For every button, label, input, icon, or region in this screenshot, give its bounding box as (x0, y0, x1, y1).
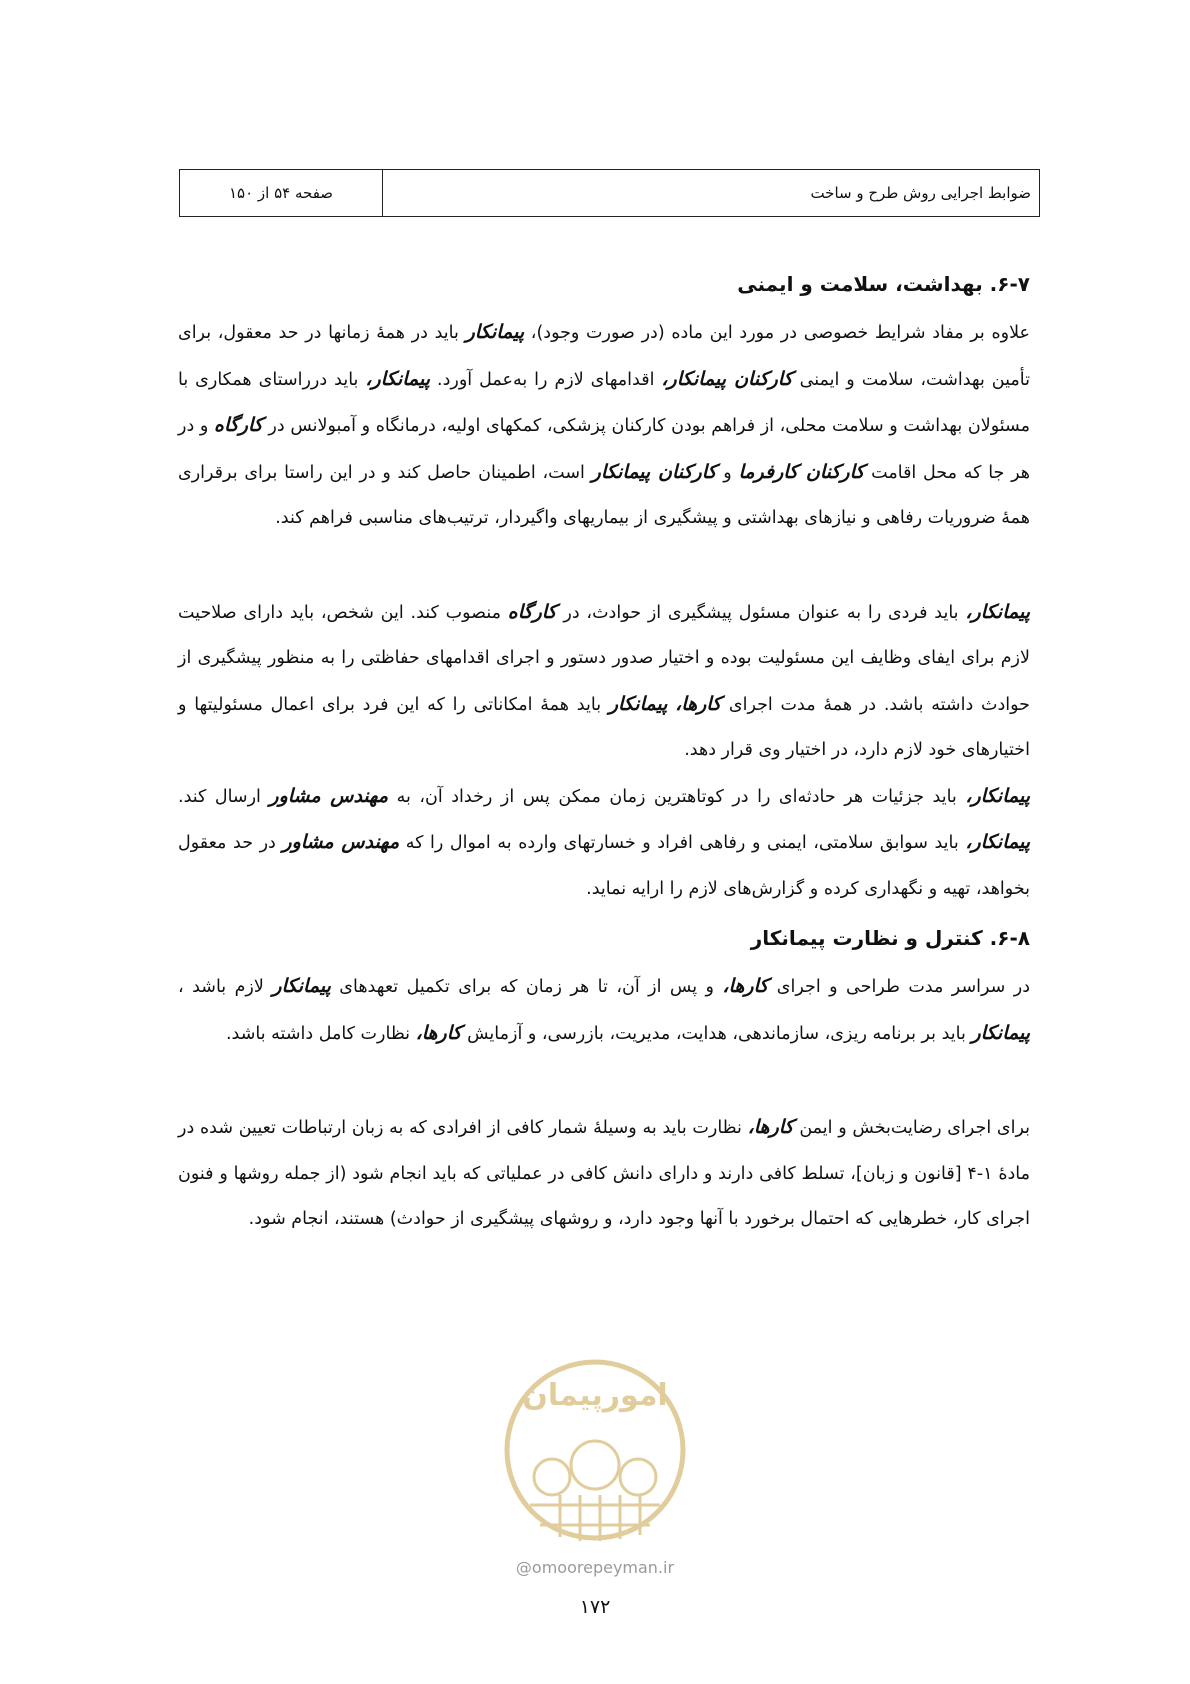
text-run: باید بر برنامه ریزی، سازماندهی، هدایت، مدیریت، بازرسی، و آزمایش (461, 1023, 972, 1044)
text-run: باید درراستای همکاری با مسئولان بهداشت و سلامت محلی، از فراهم بودن کارکنان پزشکی، کمکهای اولیه، درمانگاه و آمبولانس در (178, 369, 1030, 436)
text-run: باید همهٔ امکاناتی را که این فرد برای اعمال مسئولیتها و اختیارهای خود لازم دارد، در اختیار وی قرار دهد. (178, 694, 1030, 760)
paragraph (178, 1105, 1030, 1243)
term: پیمانکار، (965, 831, 1030, 853)
text-run: نظارت کامل داشته باشد. (225, 1023, 416, 1044)
text-run: و پس از آن، تا هر زمان که برای تکمیل تعهدهای (330, 977, 723, 997)
term: پیمانکار (272, 975, 331, 997)
term: پیمانکار (608, 692, 668, 715)
term: پیمانکار، (965, 600, 1030, 623)
term: کارها، (747, 1116, 794, 1138)
term: پیمانکار (971, 1021, 1030, 1044)
term: مهندس مشاور (269, 784, 389, 807)
term: کارها، (675, 692, 722, 715)
text-run: در حد معقول بخواهد، تهیه و نگهداری کرده و گزارش‌های لازم را ارایه نماید. (178, 833, 1030, 899)
term: کارگاه (507, 600, 557, 623)
text-run: باید جزئیات هر حادثه‌ای را در کوتاهترین زمان ممکن پس از رخداد آن، به (388, 786, 966, 807)
term: پیمانکار، (965, 784, 1031, 807)
text-run: ارسال کند. (178, 786, 270, 807)
text-run: باید سوابق سلامتی، ایمنی و رفاهی افراد و خسارتهای وارده به اموال را که (399, 833, 966, 853)
term: کارکنان پیمانکار، (661, 367, 793, 390)
term: کارها، (415, 1021, 462, 1044)
page-label: صفحه ۵۴ از ۱۵۰ (180, 170, 383, 216)
document-title: ضوابط اجرایی روش طرح و ساخت (810, 184, 1031, 202)
text-run: باید فردی را به عنوان مسئول پیشگیری از حوادث، در (556, 602, 966, 623)
text-run: اقدامهای لازم را به‌عمل آورد. (430, 369, 662, 390)
watermark-text: امورپیمان (522, 1378, 668, 1413)
term: کارگاه (213, 414, 263, 436)
term: کارکنان پیمانکار (591, 460, 717, 483)
text-run: لازم باشد ، (178, 977, 273, 997)
watermark-url: @omoorepeyman.ir (515, 1558, 675, 1577)
text-run: علاوه بر مفاد شرایط خصوصی در مورد این ماده (در صورت وجود)، (524, 323, 1030, 343)
paragraph (178, 590, 1030, 774)
section-heading: ۶-۸. کنترل و نظارت پیمانکار (750, 926, 1030, 950)
term: پیمانکار (465, 321, 525, 343)
term: پیمانکار، (365, 367, 431, 390)
section-heading: ۶-۷. بهداشت، سلامت و ایمنی (737, 272, 1030, 296)
text-run (667, 695, 675, 715)
text-run: منصوب کند. این شخص، باید دارای صلاحیت لازم برای ایفای وظایف این مسئولیت بوده و اختیار صدور دستور و اجرای اقدامهای حفاظتی را به منظور پیشگیری از حوادث داشته باشد. در همهٔ مدت اجرای (178, 602, 1030, 715)
watermark-logo (500, 1355, 690, 1545)
term: مهندس مشاور (282, 831, 400, 853)
text-run: نظارت باید به وسیلهٔ شمار کافی از افرادی که به زبان ارتباطات تعیین شده در مادهٔ ۱-۴ [قانون و زبان]، تسلط کافی دارند و دارای دانش کافی در عملیاتی که باید انجام شود (از جمله روشها و فنون اجرای کار، خطرهایی که احتمال برخورد با آنها وجود دارد، و روشهای پیشگیری از حوادث) هستند، انجام شود. (178, 1118, 1031, 1229)
page-number: ۱۷۲ (579, 1596, 611, 1618)
paragraph (178, 774, 1030, 913)
text-run: برای اجرای رضایت‌بخش و ایمن (793, 1118, 1030, 1138)
paragraph (178, 310, 1030, 542)
text-run: و در هر جا که محل اقامت (178, 416, 1031, 483)
term: کارها، (722, 975, 769, 997)
header-table (179, 169, 1040, 217)
paragraph (178, 964, 1030, 1057)
term: کارکنان کارفرما (738, 460, 865, 483)
text-run: باید در همهٔ زمانها در حد معقول، برای تأمین بهداشت، سلامت و ایمنی (178, 323, 1030, 390)
text-run: و (716, 462, 739, 483)
text-run: است، اطمینان حاصل کند و در این راستا برای برقراری همهٔ ضروریات رفاهی و نیازهای بهداشتی و پیشگیری از بیماریهای واگیردار، ترتیب‌های مناسبی فراهم کند. (178, 462, 1030, 528)
page-content (178, 258, 1030, 1243)
text-run: در سراسر مدت طراحی و اجرای (768, 977, 1031, 997)
